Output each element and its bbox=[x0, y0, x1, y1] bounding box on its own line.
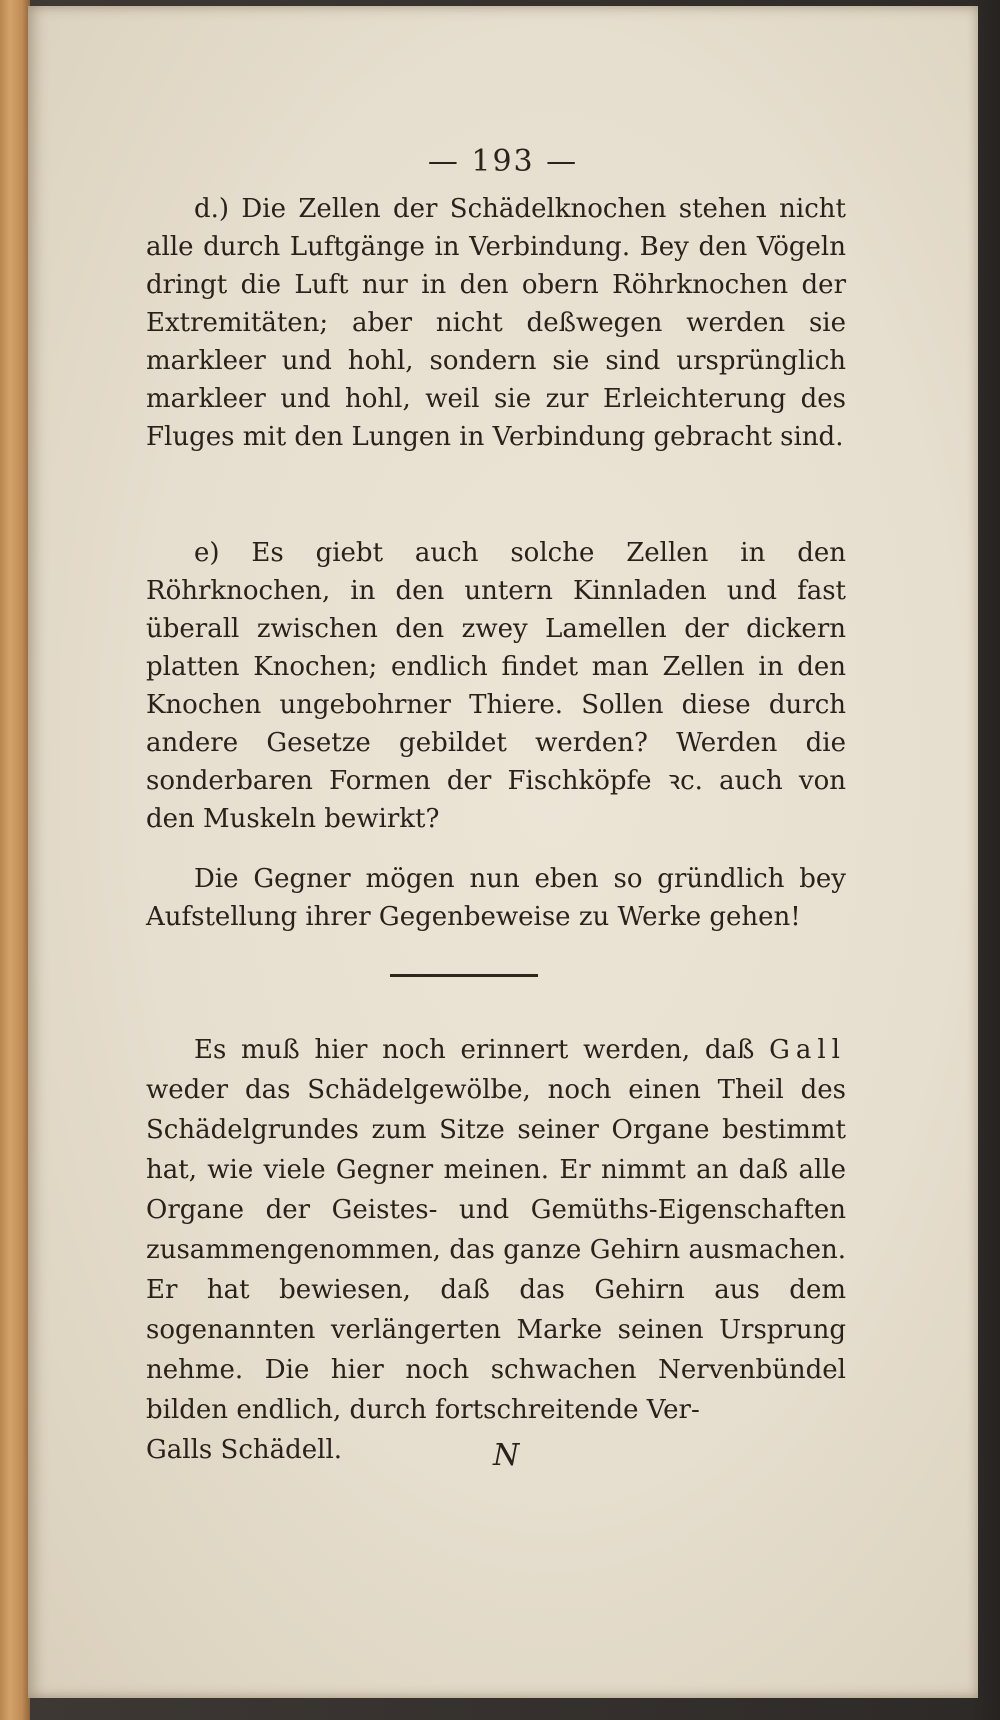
section-divider bbox=[390, 974, 538, 977]
note-text-start: Es muß hier noch erinnert werden, daß bbox=[194, 1035, 755, 1065]
paragraph-e: e) Es giebt auch solche Zellen in den Röhrknochen, in den untern Kinnladen und fast überall zwischen den zwey Lamellen der dickern platten Knochen; endlich findet man Zellen in den Knochen ungebohrner Thiere. Sollen diese durch andere Gesetze gebildet werden? Werden die sonderbaren Formen der Fischköpfe ꝛc. auch von den Muskeln bewirkt? bbox=[146, 538, 846, 834]
footer-line: Galls Schädell. bbox=[146, 1435, 343, 1465]
note-name-gall: Gall bbox=[769, 1035, 846, 1065]
note-text-continued: weder das Schädelgewölbe, noch einen Theil des Schädelgrundes zum Sitze seiner Organe bestimmt hat, wie viele Gegner meinen. Er nimmt an daß alle Organe der Geistes- und Gemüths-Eigenschaften zusammengenommen, das ganze Gehirn ausmachen. Er hat bewiesen, daß das Gehirn aus dem sogenannten verlängerten Marke seinen Ursprung nehme. Die hier noch schwachen Nervenbündel bilden endlich, durch fortschreitende Ver- bbox=[146, 1075, 846, 1425]
signature-mark: N bbox=[493, 1438, 520, 1473]
paragraph-note bbox=[146, 1030, 846, 1470]
book-spine-edge bbox=[0, 0, 30, 1720]
paragraph-gegner: Die Gegner mögen nun eben so gründlich bey Aufstellung ihrer Gegenbeweise zu Werke gehen! bbox=[146, 864, 846, 932]
paragraph-d: d.) Die Zellen der Schädelknochen stehen nicht alle durch Luftgänge in Verbindung. Bey den Vögeln dringt die Luft nur in den obern Röhrknochen der Extremitäten; aber nicht deßwegen werden sie markleer und hohl, sondern sie sind ursprünglich markleer und hohl, weil sie zur Erleichterung des Fluges mit den Lungen in Verbindung gebracht sind. bbox=[146, 194, 846, 452]
page-sheet bbox=[28, 6, 978, 1698]
page-number: — 193 — bbox=[427, 144, 579, 179]
